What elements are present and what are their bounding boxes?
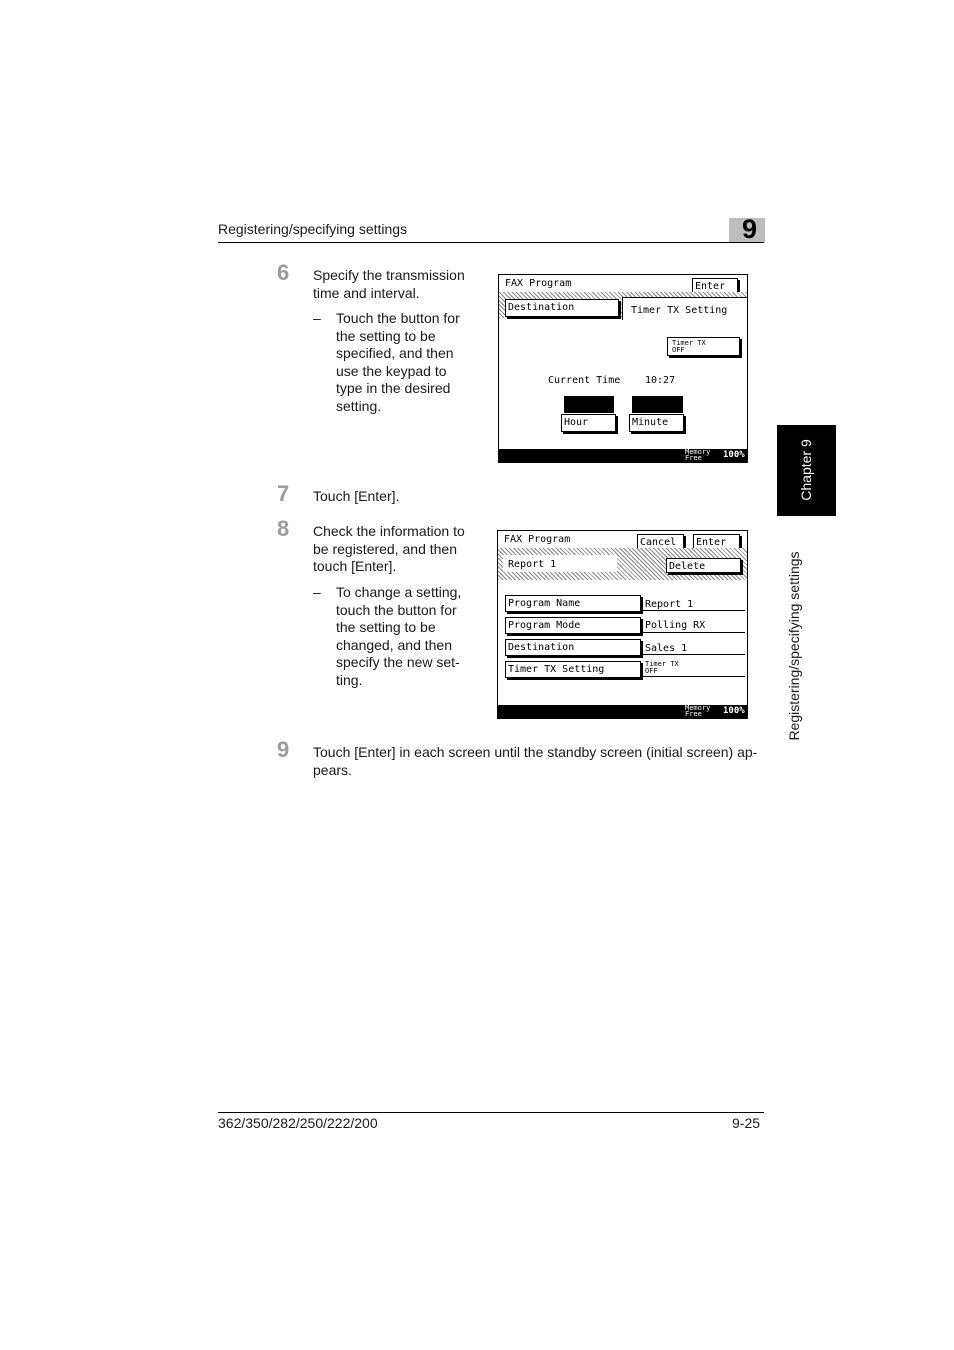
enter-button[interactable]: Enter xyxy=(693,534,740,549)
memory-percent: 100% xyxy=(723,450,745,460)
step-text: Specify the transmission time and interval. xyxy=(313,267,465,301)
current-time-value: 10:27 xyxy=(645,375,676,386)
footer-page-number: 9-25 xyxy=(732,1115,761,1131)
header-rule xyxy=(218,242,764,243)
step-number: 6 xyxy=(277,260,290,285)
status-bar: Memory Free 100% xyxy=(498,705,747,718)
program-name-value: Report 1 xyxy=(645,599,694,610)
running-header: Registering/specifying settings xyxy=(218,221,408,237)
bullet-dash: – xyxy=(313,310,321,326)
delete-button[interactable]: Delete xyxy=(666,558,741,573)
side-section-label: Registering/specifying settings xyxy=(786,551,802,741)
program-name-button[interactable]: Program Name xyxy=(505,595,641,612)
destination-button[interactable]: Destination xyxy=(505,639,641,656)
screen-title: FAX Program xyxy=(504,534,571,545)
value-underline xyxy=(643,610,745,611)
current-time-label: Current Time xyxy=(548,375,621,386)
memory-percent: 100% xyxy=(723,706,745,716)
report-name-field: Report 1 xyxy=(503,555,617,572)
value-underline xyxy=(643,654,745,655)
minute-button[interactable]: Minute xyxy=(629,414,684,432)
fax-program-screen-timer xyxy=(498,274,748,463)
bullet-text: Touch the button for the setting to be specified, and then use the keypad to type in the desired setting. xyxy=(336,310,460,414)
enter-button[interactable]: Enter xyxy=(692,278,738,293)
footer-rule xyxy=(218,1112,764,1113)
chapter-number: 9 xyxy=(742,214,758,244)
step-number: 8 xyxy=(277,516,290,541)
program-mode-value: Polling RX xyxy=(645,620,706,631)
cancel-button[interactable]: Cancel xyxy=(637,534,684,549)
program-mode-button[interactable]: Program Mode xyxy=(505,617,641,634)
tab-destination[interactable]: Destination xyxy=(505,299,619,317)
timer-tx-button[interactable]: Timer TX OFF xyxy=(667,337,740,356)
side-chapter-label: Chapter 9 xyxy=(798,439,814,501)
step-text: Touch [Enter]. xyxy=(313,488,400,504)
bullet-dash: – xyxy=(313,584,321,600)
fax-program-screen-confirm xyxy=(497,530,748,719)
footer-models: 362/350/282/250/222/200 xyxy=(218,1115,378,1131)
status-bar: Memory Free 100% xyxy=(499,449,747,462)
tab-timer-tx-setting[interactable]: Timer TX Setting xyxy=(622,297,747,320)
step-number: 9 xyxy=(277,737,290,762)
value-underline xyxy=(643,676,745,677)
screen-title: FAX Program xyxy=(505,278,572,289)
timer-tx-setting-button[interactable]: Timer TX Setting xyxy=(505,661,641,678)
step-text: Touch [Enter] in each screen until the standby screen (initial screen) ap- pears. xyxy=(313,744,758,778)
hour-button[interactable]: Hour xyxy=(561,414,616,432)
bullet-text: To change a setting, touch the button for the setting to be changed, and then specify the new set- ting. xyxy=(336,584,462,688)
step-number: 7 xyxy=(277,481,290,506)
hour-value-field[interactable] xyxy=(564,396,614,413)
step-text: Check the information to be registered, and then touch [Enter]. xyxy=(313,523,465,575)
timer-tx-value-state: OFF xyxy=(645,667,658,675)
timer-tx-value: Timer TX xyxy=(645,660,679,668)
minute-value-field[interactable] xyxy=(632,396,683,413)
value-underline xyxy=(643,632,745,633)
destination-value: Sales 1 xyxy=(645,643,688,654)
